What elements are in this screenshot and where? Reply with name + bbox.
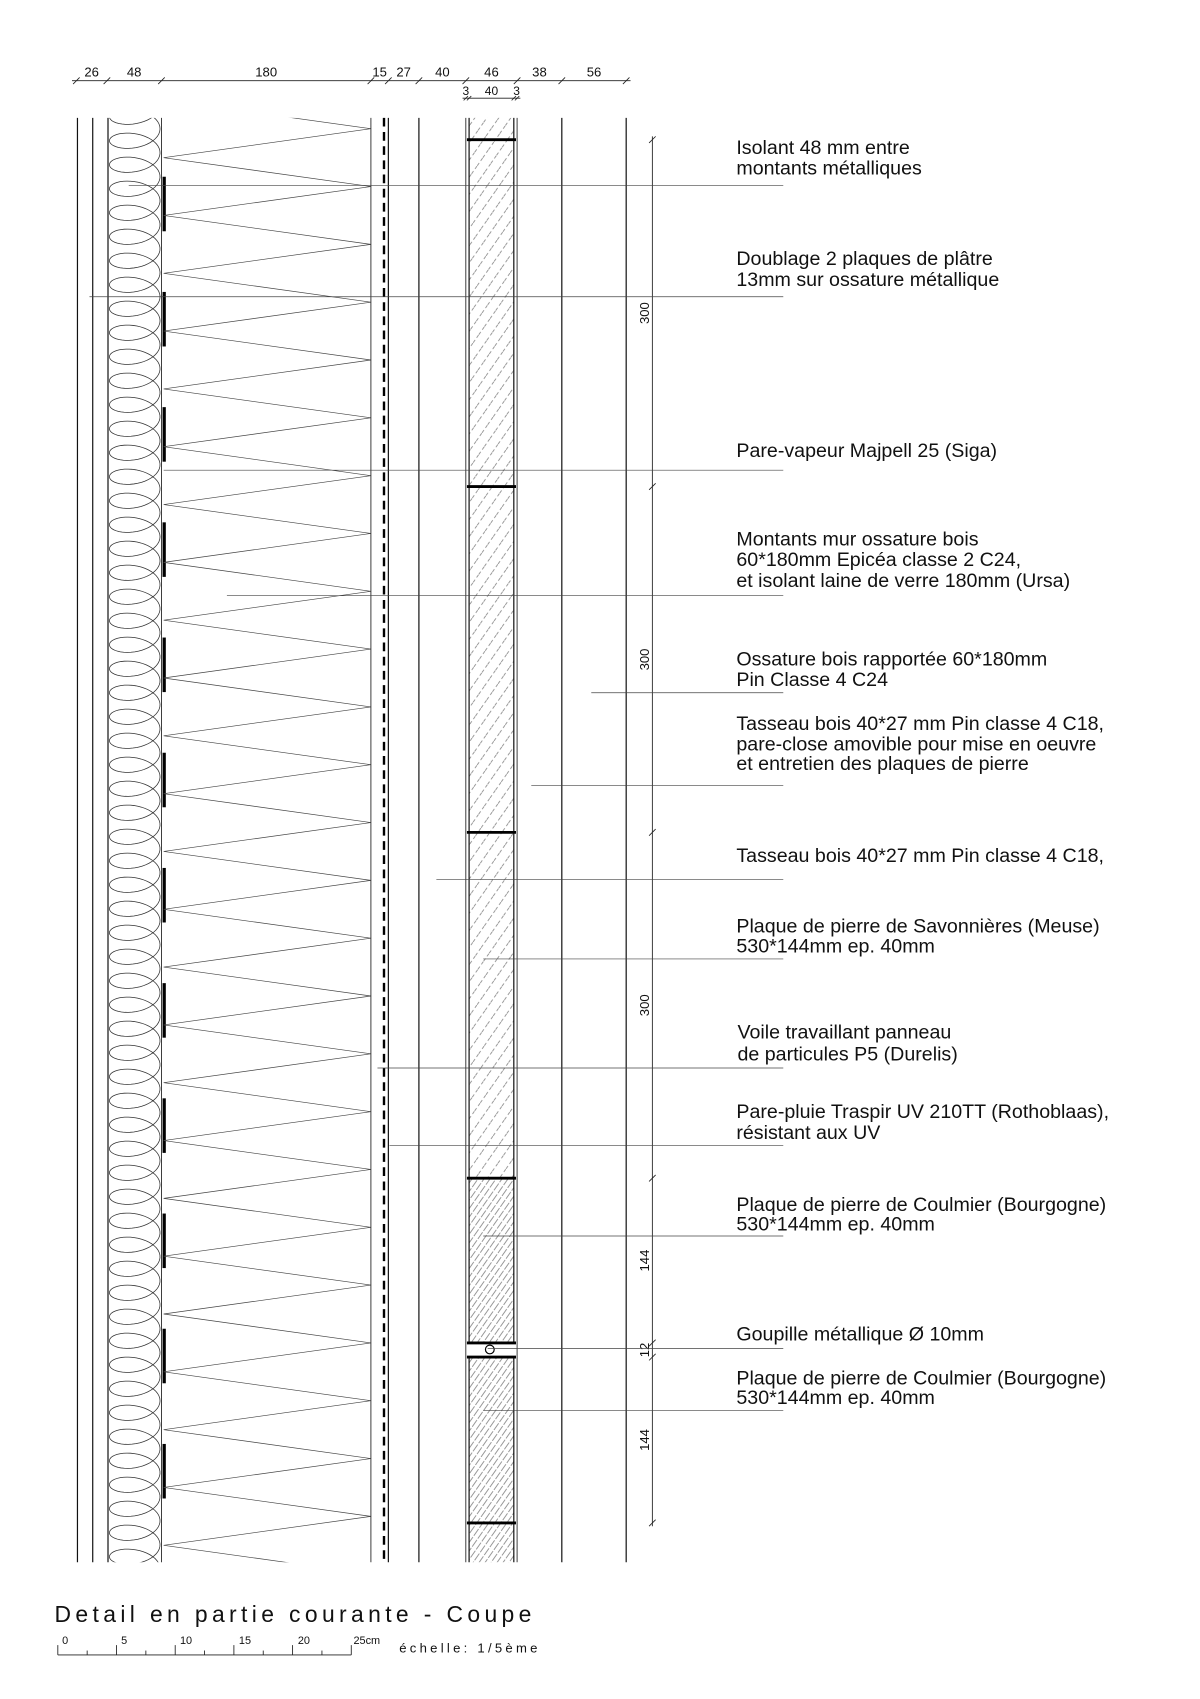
dim-label-pierre-46: 46 xyxy=(484,64,499,80)
annotation-goupille: Goupille métallique Ø 10mm xyxy=(736,1323,984,1346)
annotation-montants-line-1: Montants mur ossature bois xyxy=(736,528,979,551)
stone-plate-coulmier xyxy=(469,1523,514,1562)
annotation-montants-line-3: et isolant laine de verre 180mm (Ursa) xyxy=(736,569,1071,592)
annotation-pare-pluie-line-2: résistant aux UV xyxy=(736,1121,881,1144)
drawing-title: Detail en partie courante - Coupe xyxy=(54,1601,536,1628)
scale-tick-label: 20 xyxy=(297,1635,310,1648)
dim-label-56: 56 xyxy=(586,64,602,80)
annotation-pare-pluie-line-1: Pare-pluie Traspir UV 210TT (Rothoblaas), xyxy=(736,1101,1110,1124)
stone-plate-savonnieres xyxy=(469,487,514,833)
side-dim-label-12: 12 xyxy=(637,1342,653,1358)
dim-label-tasseau-40: 40 xyxy=(435,64,450,80)
dim-label-38: 38 xyxy=(532,64,547,80)
dim-label-stone-40: 40 xyxy=(484,83,499,98)
side-dim-label-144: 144 xyxy=(637,1429,653,1451)
annotation-pare-vapeur: Pare-vapeur Majpell 25 (Siga) xyxy=(736,440,998,463)
annotation-savonnieres-line-2: 530*144mm ep. 40mm xyxy=(736,935,935,958)
stone-plate-coulmier xyxy=(469,1357,514,1523)
side-dim-label-144: 144 xyxy=(637,1249,653,1272)
annotation-doublage-line-1: Doublage 2 plaques de plâtre xyxy=(736,248,993,271)
annotation-voile-line-1: Voile travaillant panneau xyxy=(737,1021,952,1044)
scale-tick-label: 0 xyxy=(62,1635,69,1648)
annotation-coulmier-2-line-2: 530*144mm ep. 40mm xyxy=(736,1387,935,1410)
annotation-coulmier-2-line-1: Plaque de pierre de Coulmier (Bourgogne) xyxy=(736,1367,1107,1390)
dim-label-ossature-180: 180 xyxy=(255,64,278,80)
scale-tick-label: 15 xyxy=(238,1635,252,1648)
annotation-coulmier-line-1: Plaque de pierre de Coulmier (Bourgogne) xyxy=(736,1193,1107,1216)
scale-label: échelle: 1/5ème xyxy=(399,1640,541,1656)
stone-plate-savonnieres xyxy=(469,140,514,487)
annotation-ossature-line-2: Pin Classe 4 C24 xyxy=(736,669,888,692)
stone-plate-savonnieres xyxy=(469,118,514,140)
metal-pin-circle xyxy=(485,1345,494,1354)
dim-label-doublage: 26 xyxy=(84,64,99,80)
dim-label-tasseau-27: 27 xyxy=(396,64,411,80)
scale-tick-label: 5 xyxy=(121,1635,128,1648)
side-dim-label-300: 300 xyxy=(637,994,653,1017)
annotation-coulmier-line-2: 530*144mm ep. 40mm xyxy=(736,1213,935,1236)
dim-label-gap-right: 3 xyxy=(513,83,520,98)
stone-plate-savonnieres xyxy=(469,832,514,1178)
stone-plate-coulmier xyxy=(469,1178,514,1343)
side-dim-label-300: 300 xyxy=(637,302,653,325)
annotation-isolant-line-2: montants métalliques xyxy=(736,157,922,180)
annotation-ossature-line-1: Ossature bois rapportée 60*180mm xyxy=(736,648,1048,671)
annotation-tasseau-pare-close-line-2: pare-close amovible pour mise en oeuvre xyxy=(736,733,1097,756)
annotation-tasseau: Tasseau bois 40*27 mm Pin classe 4 C18, xyxy=(736,844,1104,867)
annotation-savonnieres-line-1: Plaque de pierre de Savonnières (Meuse) xyxy=(736,915,1100,938)
annotation-voile-line-2: de particules P5 (Durelis) xyxy=(737,1043,958,1066)
annotation-tasseau-pare-close-line-1: Tasseau bois 40*27 mm Pin classe 4 C18, xyxy=(736,712,1104,735)
scale-tick-label: 25cm xyxy=(353,1635,381,1648)
side-dim-label-300: 300 xyxy=(637,648,653,671)
annotation-montants-line-2: 60*180mm Epicéa classe 2 C24, xyxy=(736,549,1022,572)
dim-label-voile-15: 15 xyxy=(372,64,387,80)
annotation-isolant-line-1: Isolant 48 mm entre xyxy=(736,136,910,159)
scale-tick-label: 10 xyxy=(180,1635,193,1648)
annotation-doublage-line-2: 13mm sur ossature métallique xyxy=(736,268,1000,291)
annotation-tasseau-pare-close-line-3: et entretien des plaques de pierre xyxy=(736,753,1029,776)
dim-label-isolant-48: 48 xyxy=(126,64,142,80)
dim-label-gap-left: 3 xyxy=(462,83,470,98)
